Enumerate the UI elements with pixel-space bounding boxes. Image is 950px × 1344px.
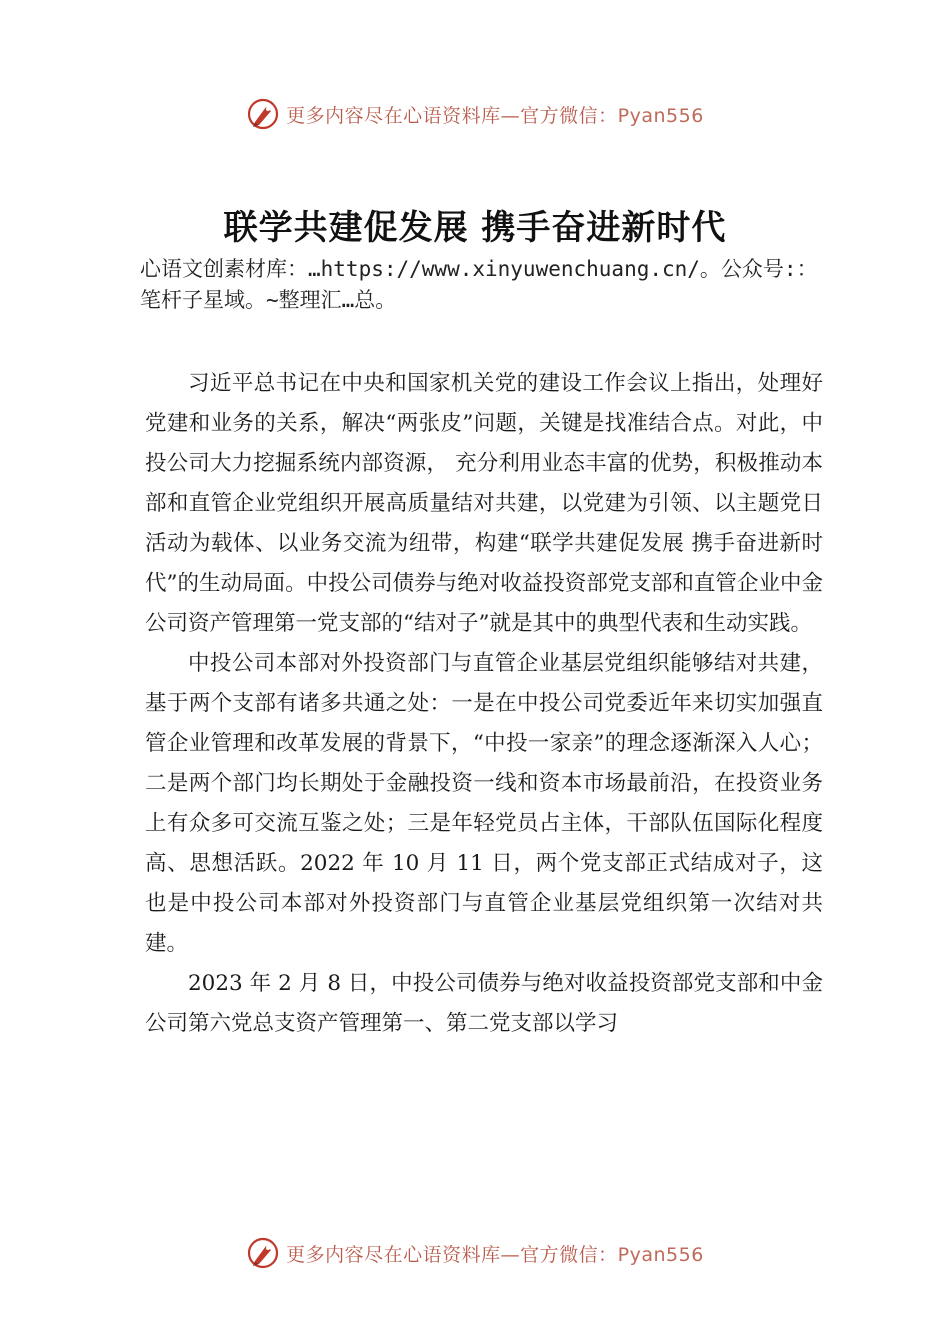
document-title: 联学共建促发展 携手奋进新时代 <box>223 208 727 248</box>
footer-banner-text <box>286 1240 704 1267</box>
header-banner-label: 更多内容尽在心语资料库—官方微信： <box>286 104 618 127</box>
header-wechat-id: Pyan556 <box>617 104 704 127</box>
footer-banner <box>0 1233 950 1273</box>
footer-wechat-id: Pyan556 <box>617 1243 704 1266</box>
footer-banner-content <box>246 1236 704 1270</box>
header-banner-content <box>246 97 704 131</box>
source-line: 心语文创素材库：…https://www.xinyuwenchuang.cn/。公众号:：笔杆子星域。~整理汇…总。 <box>140 257 818 312</box>
paragraph-3: 2023 年 2 月 8 日，中投公司债券与绝对收益投资部党支部和中金公司第六党总支资产管理第一、第二党支部以学习 <box>145 971 823 1036</box>
paragraph-1: 习近平总书记在中央和国家机关党的建设工作会议上指出，处理好党建和业务的关系，解决“两张皮”问题，关键是找准结合点。对此，中投公司大力挖掘系统内部资源， 充分利用业态丰富的优势，积极推动本部和直管企业党组织开展高质量结对共建，以党建为引领、以主题党日活动为载体、以业务交流为纽带，构建“联学共建促发展 携手奋进新时代”的生动局面。中投公司债券与绝对收益投资部党支部和直管企业中金公司资产管理第一党支部的“结对子”就是其中的典型代表和生动实践。 <box>145 371 823 636</box>
paragraph-2: 中投公司本部对外投资部门与直管企业基层党组织能够结对共建，基于两个支部有诸多共通之处：一是在中投公司党委近年来切实加强直管企业管理和改革发展的背景下，“中投一家亲”的理念逐渐深入人心；二是两个部门均长期处于金融投资一线和资本市场最前沿，在投资业务上有众多可交流互鉴之处；三是年轻党员占主体，干部队伍国际化程度高、思想活跃。2022 年 10 月 11 日，两个党支部正式结成对子，这也是中投公司本部对外投资部门与直管企业基层党组织第一次结对共建。 <box>145 651 823 956</box>
footer-banner-label: 更多内容尽在心语资料库—官方微信： <box>286 1243 618 1266</box>
pen-nib-logo-icon <box>246 97 280 131</box>
document-body <box>145 364 823 1044</box>
header-banner-text <box>286 101 704 128</box>
header-banner <box>0 94 950 134</box>
pen-nib-logo-icon <box>246 1236 280 1270</box>
